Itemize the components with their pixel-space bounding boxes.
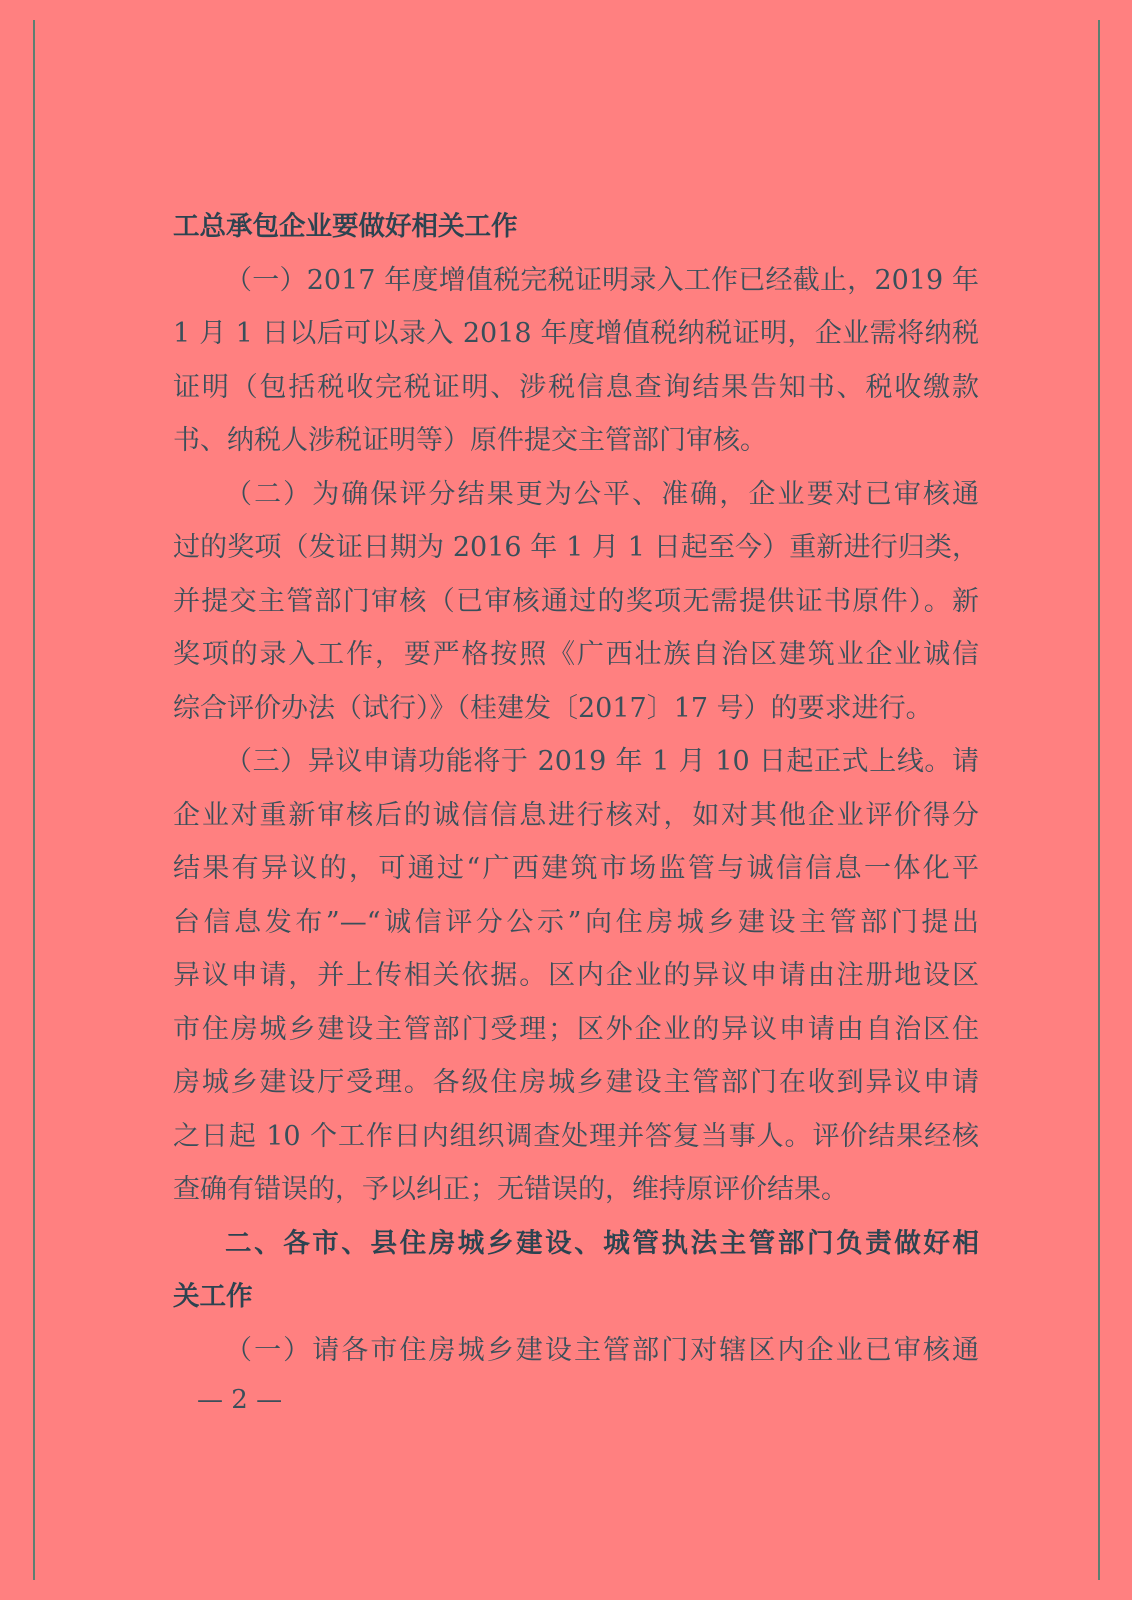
paragraph-line: 查确有错误的，予以纠正；无错误的，维持原评价结果。	[173, 1174, 848, 1205]
paragraph-line: （一）2017 年度增值税完税证明录入工作已经截止，2019 年	[225, 264, 979, 296]
paragraph-line: 房城乡建设厅受理。各级住房城乡建设主管部门在收到异议申请	[173, 1067, 979, 1098]
section-heading-continuation: 工总承包企业要做好相关工作	[173, 211, 518, 242]
section-heading: 二、各市、县住房城乡建设、城管执法主管部门负责做好相	[225, 1227, 979, 1259]
paragraph-line: （二）为确保评分结果更为公平、准确，企业要对已审核通	[225, 478, 979, 510]
paragraph-line: 过的奖项（发证日期为 2016 年 1 月 1 日起至今）重新进行归类，	[173, 532, 979, 563]
paragraph-line: 书、纳税人涉税证明等）原件提交主管部门审核。	[173, 425, 767, 456]
paragraph-line: 异议申请，并上传相关依据。区内企业的异议申请由注册地设区	[173, 960, 979, 991]
paragraph-line: 奖项的录入工作，要严格按照《广西壮族自治区建筑业企业诚信	[173, 639, 979, 670]
page-number: — 2 —	[197, 1385, 283, 1415]
paragraph-line: （一）请各市住房城乡建设主管部门对辖区内企业已审核通	[225, 1334, 979, 1366]
page-right-edge	[1098, 20, 1100, 1580]
paragraph-line: 台信息发布”—“诚信评分公示”向住房城乡建设主管部门提出	[173, 906, 979, 938]
paragraph-line: 1 月 1 日以后可以录入 2018 年度增值税纳税证明，企业需将纳税	[173, 318, 979, 349]
paragraph-line: 企业对重新审核后的诚信信息进行核对，如对其他企业评价得分	[173, 799, 979, 831]
paragraph-line: （三）异议申请功能将于 2019 年 1 月 10 日起正式上线。请	[225, 746, 979, 777]
paragraph-line: 之日起 10 个工作日内组织调查处理并答复当事人。评价结果经核	[173, 1120, 979, 1152]
page-left-edge	[33, 20, 35, 1580]
paragraph-line: 并提交主管部门审核（已审核通过的奖项无需提供证书原件）。新	[173, 585, 979, 617]
section-heading: 关工作	[173, 1281, 253, 1312]
paragraph-line: 综合评价办法（试行）》（桂建发〔2017〕17 号）的要求进行。	[173, 692, 933, 724]
paragraph-line: 结果有异议的，可通过“广西建筑市场监管与诚信信息一体化平	[173, 853, 979, 884]
paragraph-line: 市住房城乡建设主管部门受理；区外企业的异议申请由自治区住	[173, 1013, 979, 1045]
document-body	[173, 200, 979, 1377]
paragraph-line: 证明（包括税收完税证明、涉税信息查询结果告知书、税收缴款	[173, 371, 979, 403]
